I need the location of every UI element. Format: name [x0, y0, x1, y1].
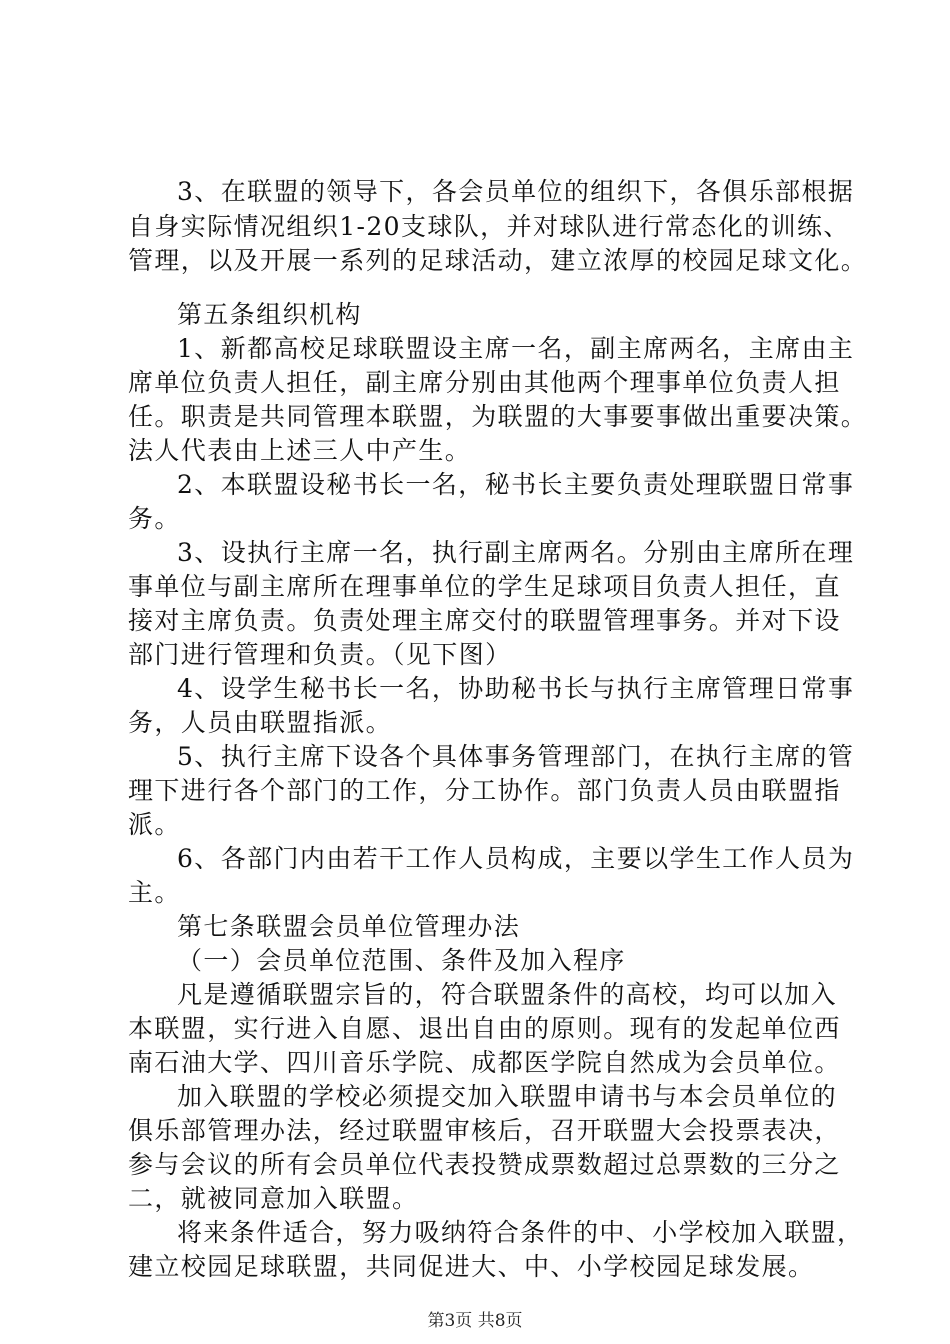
text-line: 事单位与副主席所在理事单位的学生足球项目负责人担任，直 — [128, 572, 841, 601]
text-line: 将来条件适合，努力吸纳符合条件的中、小学校加入联盟， — [177, 1218, 864, 1247]
text-line: 加入联盟的学校必须提交加入联盟申请书与本会员单位的 — [177, 1082, 838, 1111]
text-line: 6、各部门内由若干工作人员构成，主要以学生工作人员为 — [177, 844, 855, 873]
text-line: 席单位负责人担任，副主席分别由其他两个理事单位负责人担 — [128, 368, 841, 397]
text-line: 接对主席负责。负责处理主席交付的联盟管理事务。并对下设 — [128, 606, 841, 635]
section-heading: 第五条组织机构 — [177, 300, 362, 329]
text-line: 本联盟，实行进入自愿、退出自由的原则。现有的发起单位西 — [128, 1014, 841, 1043]
text-line: 务。 — [128, 504, 181, 533]
text-line: 派。 — [128, 810, 181, 839]
text-line: 主。 — [128, 878, 181, 907]
text-line: 任。职责是共同管理本联盟，为联盟的大事要事做出重要决策。 — [128, 402, 868, 431]
text-line: 3、在联盟的领导下，各会员单位的组织下，各俱乐部根据 — [177, 177, 855, 206]
text-line: 参与会议的所有会员单位代表投赞成票数超过总票数的三分之 — [128, 1150, 841, 1179]
text-line: 管理，以及开展一系列的足球活动，建立浓厚的校园足球文化。 — [128, 246, 868, 275]
text-line: 俱乐部管理办法，经过联盟审核后，召开联盟大会投票表决， — [128, 1116, 841, 1145]
section-heading: 第七条联盟会员单位管理办法 — [177, 912, 521, 941]
text-line: 法人代表由上述三人中产生。 — [128, 436, 472, 465]
text-line: 部门进行管理和负责。（见下图） — [128, 640, 512, 669]
text-line: 4、设学生秘书长一名，协助秘书长与执行主席管理日常事 — [177, 674, 855, 703]
text-line: 南石油大学、四川音乐学院、成都医学院自然成为会员单位。 — [128, 1048, 841, 1077]
text-line: 2、本联盟设秘书长一名，秘书长主要负责处理联盟日常事 — [177, 470, 855, 499]
page-footer: 第3页 共8页 — [427, 1311, 523, 1331]
text-line: 1、新都高校足球联盟设主席一名，副主席两名，主席由主 — [177, 334, 855, 363]
text-line: 建立校园足球联盟，共同促进大、中、小学校园足球发展。 — [128, 1252, 815, 1281]
text-line: 理下进行各个部门的工作，分工协作。部门负责人员由联盟指 — [128, 776, 841, 805]
text-line: 自身实际情况组织1-20支球队，并对球队进行常态化的训练、 — [128, 212, 850, 241]
subsection-heading: （一）会员单位范围、条件及加入程序 — [177, 946, 626, 975]
text-line: 3、设执行主席一名，执行副主席两名。分别由主席所在理 — [177, 538, 855, 567]
text-line: 二，就被同意加入联盟。 — [128, 1184, 419, 1213]
text-line: 5、执行主席下设各个具体事务管理部门，在执行主席的管 — [177, 742, 855, 771]
text-line: 凡是遵循联盟宗旨的，符合联盟条件的高校，均可以加入 — [177, 980, 838, 1009]
text-line: 务，人员由联盟指派。 — [128, 708, 393, 737]
